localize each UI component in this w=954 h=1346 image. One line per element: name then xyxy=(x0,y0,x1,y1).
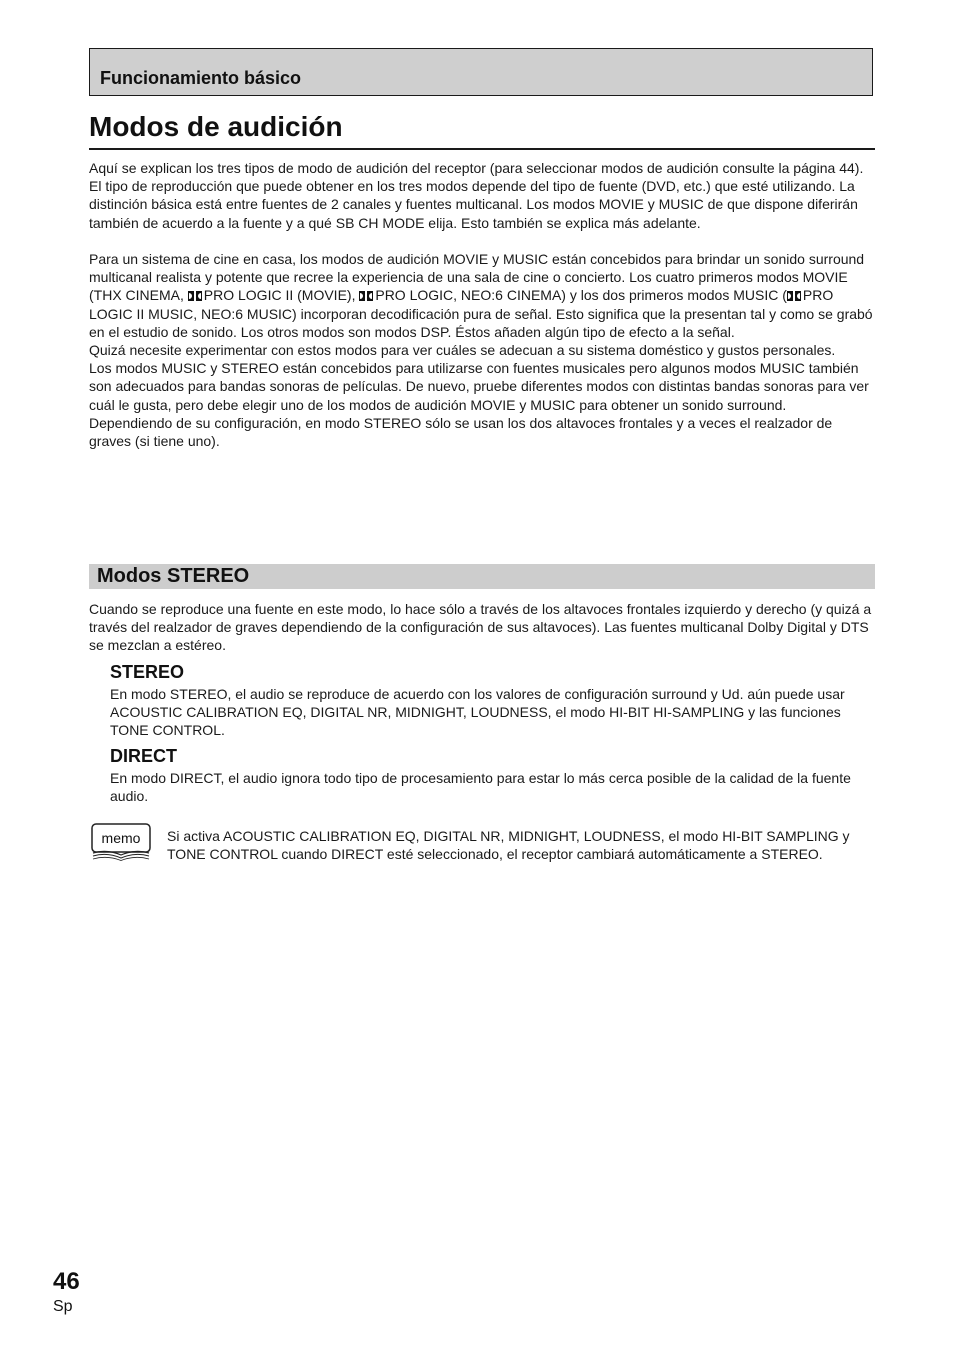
page-number: 46 xyxy=(53,1268,80,1295)
stereo-section-header xyxy=(89,564,875,589)
stereo-section-heading: Modos STEREO xyxy=(97,565,250,587)
page-language: Sp xyxy=(53,1298,73,1315)
memo-icon xyxy=(91,823,151,861)
intro-paragraph-4: Quizá necesite experimentar con estos modos para ver cuáles se adecuan a su sistema doméstico y gustos personales. xyxy=(89,342,836,359)
intro-paragraph-6: Dependiendo de su configuración, en modo STEREO sólo se usan los dos altavoces frontales y a veces el realzador de graves (si tiene uno). xyxy=(89,414,833,450)
intro-paragraph-2: El tipo de reproducción que puede obtener en los tres modos depende del tipo de fuente (DVD, etc.) que esté utilizando. La distinción básica está entre fuentes de 2 canales y fuentes multicanal. Los modos MOVIE y MUSIC de que dispone diferirán también de acuerdo a la fuente y a qué SB CH MODE elija. Esto también se explica más adelante. xyxy=(89,178,858,231)
page-title: Modos de audición xyxy=(89,110,875,150)
stereo-mode-text: En modo STEREO, el audio se reproduce de acuerdo con los valores de configuración surround y Ud. aún puede usar ACOUSTIC CALIBRATION EQ, DIGITAL NR, MIDNIGHT, LOUDNESS, el modo HI-BIT HI-SAMPLING y las funciones TONE CONTROL. xyxy=(110,686,845,738)
intro-paragraph-5: Los modos MUSIC y STEREO están concebidos para utilizarse con fuentes musicales pero algunos modos MUSIC también son adecuados para bandas sonoras de películas. De nuevo, pruebe diferentes modos con distintas bandas sonoras para ver cuál le gusta, pero debe elegir uno de los modos de audición MOVIE y MUSIC para obtener un sonido surround. xyxy=(89,360,869,413)
memo-text: Si activa ACOUSTIC CALIBRATION EQ, DIGITAL NR, MIDNIGHT, LOUDNESS, el modo HI-BIT SAMPLING y TONE CONTROL cuando DIRECT esté seleccionado, el receptor cambiará automáticamente a STEREO. xyxy=(167,828,850,862)
direct-mode-title: DIRECT xyxy=(110,746,177,766)
stereo-mode-title: STEREO xyxy=(110,662,185,682)
dolby-double-d-icon xyxy=(188,291,202,301)
section-label: Funcionamiento básico xyxy=(100,68,302,88)
svg-text:memo: memo xyxy=(101,830,141,846)
dolby-double-d-icon xyxy=(787,291,801,301)
intro-text xyxy=(89,159,875,450)
intro-paragraph-1: Aquí se explican los tres tipos de modo de audición del receptor (para seleccionar modos de audición consulte la página 44). xyxy=(89,160,864,176)
dolby-double-d-icon xyxy=(359,291,373,301)
direct-mode-text: En modo DIRECT, el audio ignora todo tipo de procesamiento para estar lo más cerca posible de la calidad de la fuente audio. xyxy=(110,770,851,804)
stereo-section-intro: Cuando se reproduce una fuente en este modo, lo hace sólo a través de los altavoces frontales izquierdo y derecho (y quizá a través del realzador de graves dependiendo de la configuración de sus altavoces). Las fuentes multicanal Dolby Digital y DTS se mezclan a estéreo. xyxy=(89,601,872,654)
intro-paragraph-3: Para un sistema de cine en casa, los modos de audición MOVIE y MUSIC están concebidos para brindar un sonido surround multicanal realista y potente que recree la experiencia de una sala de cine o concierto. Los cuatro primeros modos MOVIE (THX CINEMA, PRO LOGIC II (MOVIE), PRO LOGIC, NEO:6 CINEMA) y los dos primeros modos MUSIC ( PRO LOGIC II MUSIC, NEO:6 MUSIC) incorporan decodificación pura de señal. Esto significa que la presentan tal y como se grabó en el estudio de sonido. Los otros modos son modos DSP. Éstos añaden algún tipo de efecto a la señal. xyxy=(89,251,873,340)
section-tab xyxy=(89,48,873,96)
